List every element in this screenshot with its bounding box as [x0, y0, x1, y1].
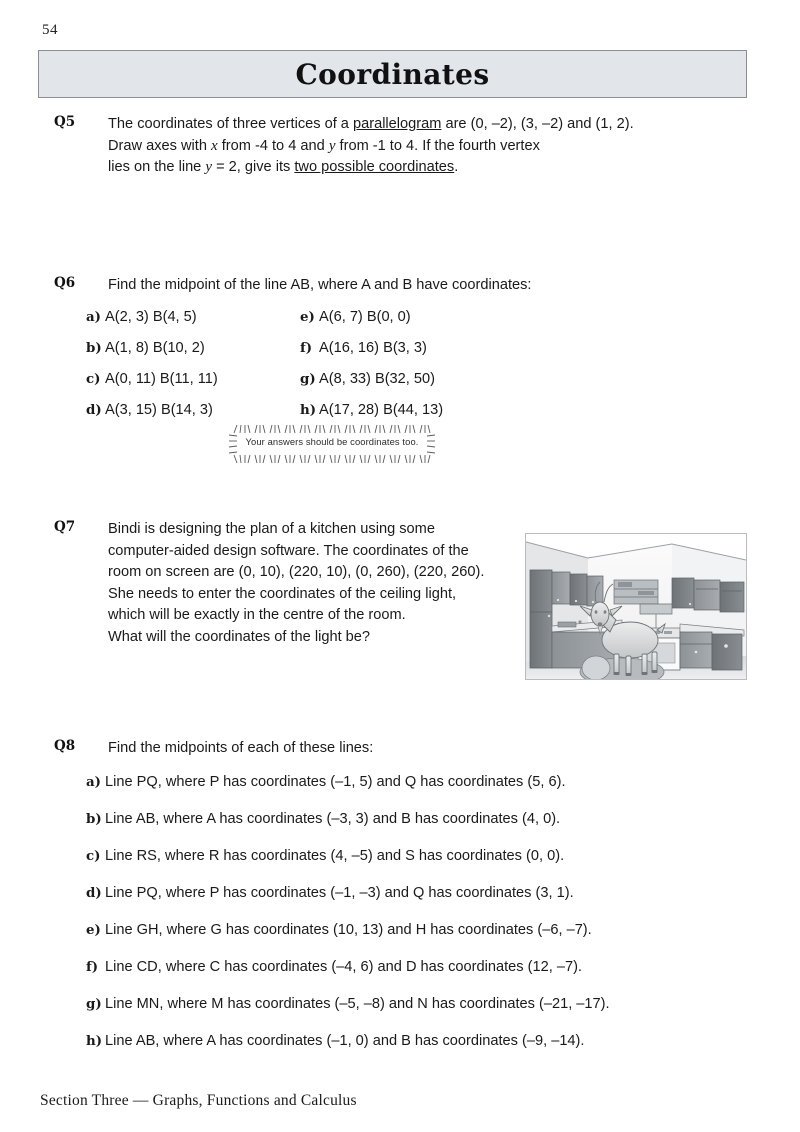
question-q6-stem: Find the midpoint of the line AB, where A and B have coordinates: [108, 277, 532, 293]
q5-parallelogram-term: parallelogram [352, 116, 442, 132]
tip-text: Your answers should be coordinates too. [245, 436, 419, 447]
q6-item-b-text: A(1, 8) B(10, 2) [105, 340, 205, 356]
tip-bubble [228, 424, 436, 464]
question-q8-label: Q8 [54, 738, 76, 754]
q5-line1-part-b: are (0, –2), (3, –2) and (1, 2). [441, 116, 634, 132]
page-title-banner [38, 50, 747, 98]
q5-line3-part-b: = 2, give its [212, 159, 295, 175]
list-item [86, 994, 610, 1014]
q8-item-f-letter: f) [86, 959, 99, 975]
list-item [300, 400, 443, 420]
q5-line1-part-a: The coordinates of three vertices of a [108, 116, 353, 132]
question-q8-stem: Find the midpoints of each of these lines: [108, 740, 374, 756]
list-item [86, 809, 560, 829]
q5-two-possible-term: two possible coordinates [294, 159, 455, 175]
q6-item-f-text: A(16, 16) B(3, 3) [319, 340, 427, 356]
question-q5-text [108, 114, 634, 179]
q5-line2-part-b: from -4 to 4 and [217, 137, 329, 154]
q6-item-g-text: A(8, 33) B(32, 50) [319, 371, 435, 387]
kitchen-illustration [525, 533, 747, 680]
q5-line2-part-a: Draw axes with [108, 137, 211, 154]
q6-item-g-letter: g) [300, 371, 316, 387]
q8-item-f-text: Line CD, where C has coordinates (–4, 6) and D has coordinates (12, –7). [105, 959, 582, 975]
q7-line6: What will the coordinates of the light be? [108, 628, 371, 645]
q6-item-e-text: A(6, 7) B(0, 0) [319, 309, 411, 325]
q6-item-c-letter: c) [86, 371, 101, 387]
question-q5 [54, 114, 714, 179]
q6-item-f-letter: f) [300, 340, 313, 356]
q5-line3-part-c: . [454, 159, 459, 175]
q8-item-g-text: Line MN, where M has coordinates (–5, –8) and N has coordinates (–21, –17). [105, 996, 610, 1012]
q6-item-a-letter: a) [86, 309, 102, 325]
q5-var-y2: y [205, 159, 213, 175]
list-item [300, 307, 411, 327]
footer-section-label: Section Three — Graphs, Functions and Calculus [40, 1092, 357, 1109]
q6-item-e-letter: e) [300, 309, 315, 325]
q8-item-e-text: Line GH, where G has coordinates (10, 13) and H has coordinates (–6, –7). [105, 922, 592, 938]
q8-item-b-text: Line AB, where A has coordinates (–3, 3) and B has coordinates (4, 0). [105, 811, 561, 827]
list-item [300, 338, 427, 358]
q8-item-c-letter: c) [86, 848, 101, 864]
q5-var-x: x [211, 137, 218, 154]
question-q5-label: Q5 [54, 114, 76, 130]
list-item [86, 772, 566, 792]
question-q6-label: Q6 [54, 275, 76, 291]
question-q8 [54, 738, 714, 760]
q8-item-a-letter: a) [86, 774, 102, 790]
q6-item-d-letter: d) [86, 402, 102, 418]
question-q7-text [108, 519, 484, 648]
q6-item-b-letter: b) [86, 340, 102, 356]
list-item [86, 957, 582, 977]
list-item [86, 1031, 584, 1051]
page-number: 54 [42, 22, 58, 38]
q8-item-e-letter: e) [86, 922, 101, 938]
list-item [86, 307, 197, 327]
q8-item-h-text: Line AB, where A has coordinates (–1, 0) and B has coordinates (–9, –14). [105, 1033, 585, 1049]
q6-item-c-text: A(0, 11) B(11, 11) [105, 371, 218, 387]
q7-line4: She needs to enter the coordinates of the ceiling light, [108, 585, 457, 602]
q8-item-h-letter: h) [86, 1033, 103, 1049]
q6-item-a-text: A(2, 3) B(4, 5) [105, 309, 197, 325]
list-item [86, 338, 205, 358]
q8-item-g-letter: g) [86, 996, 102, 1012]
q8-item-d-text: Line PQ, where P has coordinates (–1, –3) and Q has coordinates (3, 1). [105, 885, 574, 901]
list-item [86, 883, 574, 903]
q8-item-c-text: Line RS, where R has coordinates (4, –5) and S has coordinates (0, 0). [105, 848, 565, 864]
q7-line2: computer-aided design software. The coordinates of the [108, 542, 469, 559]
q5-line2-part-c: from -1 to 4. If the fourth vertex [335, 137, 540, 154]
q8-item-b-letter: b) [86, 811, 102, 827]
q8-item-a-text: Line PQ, where P has coordinates (–1, 5) and Q has coordinates (5, 6). [105, 774, 566, 790]
list-item [86, 400, 213, 420]
list-item [86, 369, 218, 389]
list-item [86, 920, 592, 940]
q6-item-h-letter: h) [300, 402, 317, 418]
q6-item-h-text: A(17, 28) B(44, 13) [319, 402, 444, 418]
q7-line3: room on screen are (0, 10), (220, 10), (0, 260), (220, 260). [108, 564, 485, 580]
list-item [86, 846, 564, 866]
q5-var-y: y [328, 137, 336, 154]
question-q6 [54, 275, 714, 297]
question-q7-label: Q7 [54, 519, 76, 535]
q8-item-d-letter: d) [86, 885, 102, 901]
q7-line5: which will be exactly in the centre of the room. [108, 607, 406, 623]
kitchen-scene-icon [526, 534, 746, 679]
page-title: Coordinates [295, 57, 490, 91]
q7-line1: Bindi is designing the plan of a kitchen using some [108, 521, 435, 537]
q5-line3-part-a: lies on the line [108, 159, 206, 175]
question-q7 [54, 519, 514, 648]
q6-item-d-text: A(3, 15) B(14, 3) [105, 402, 213, 418]
list-item [300, 369, 435, 389]
